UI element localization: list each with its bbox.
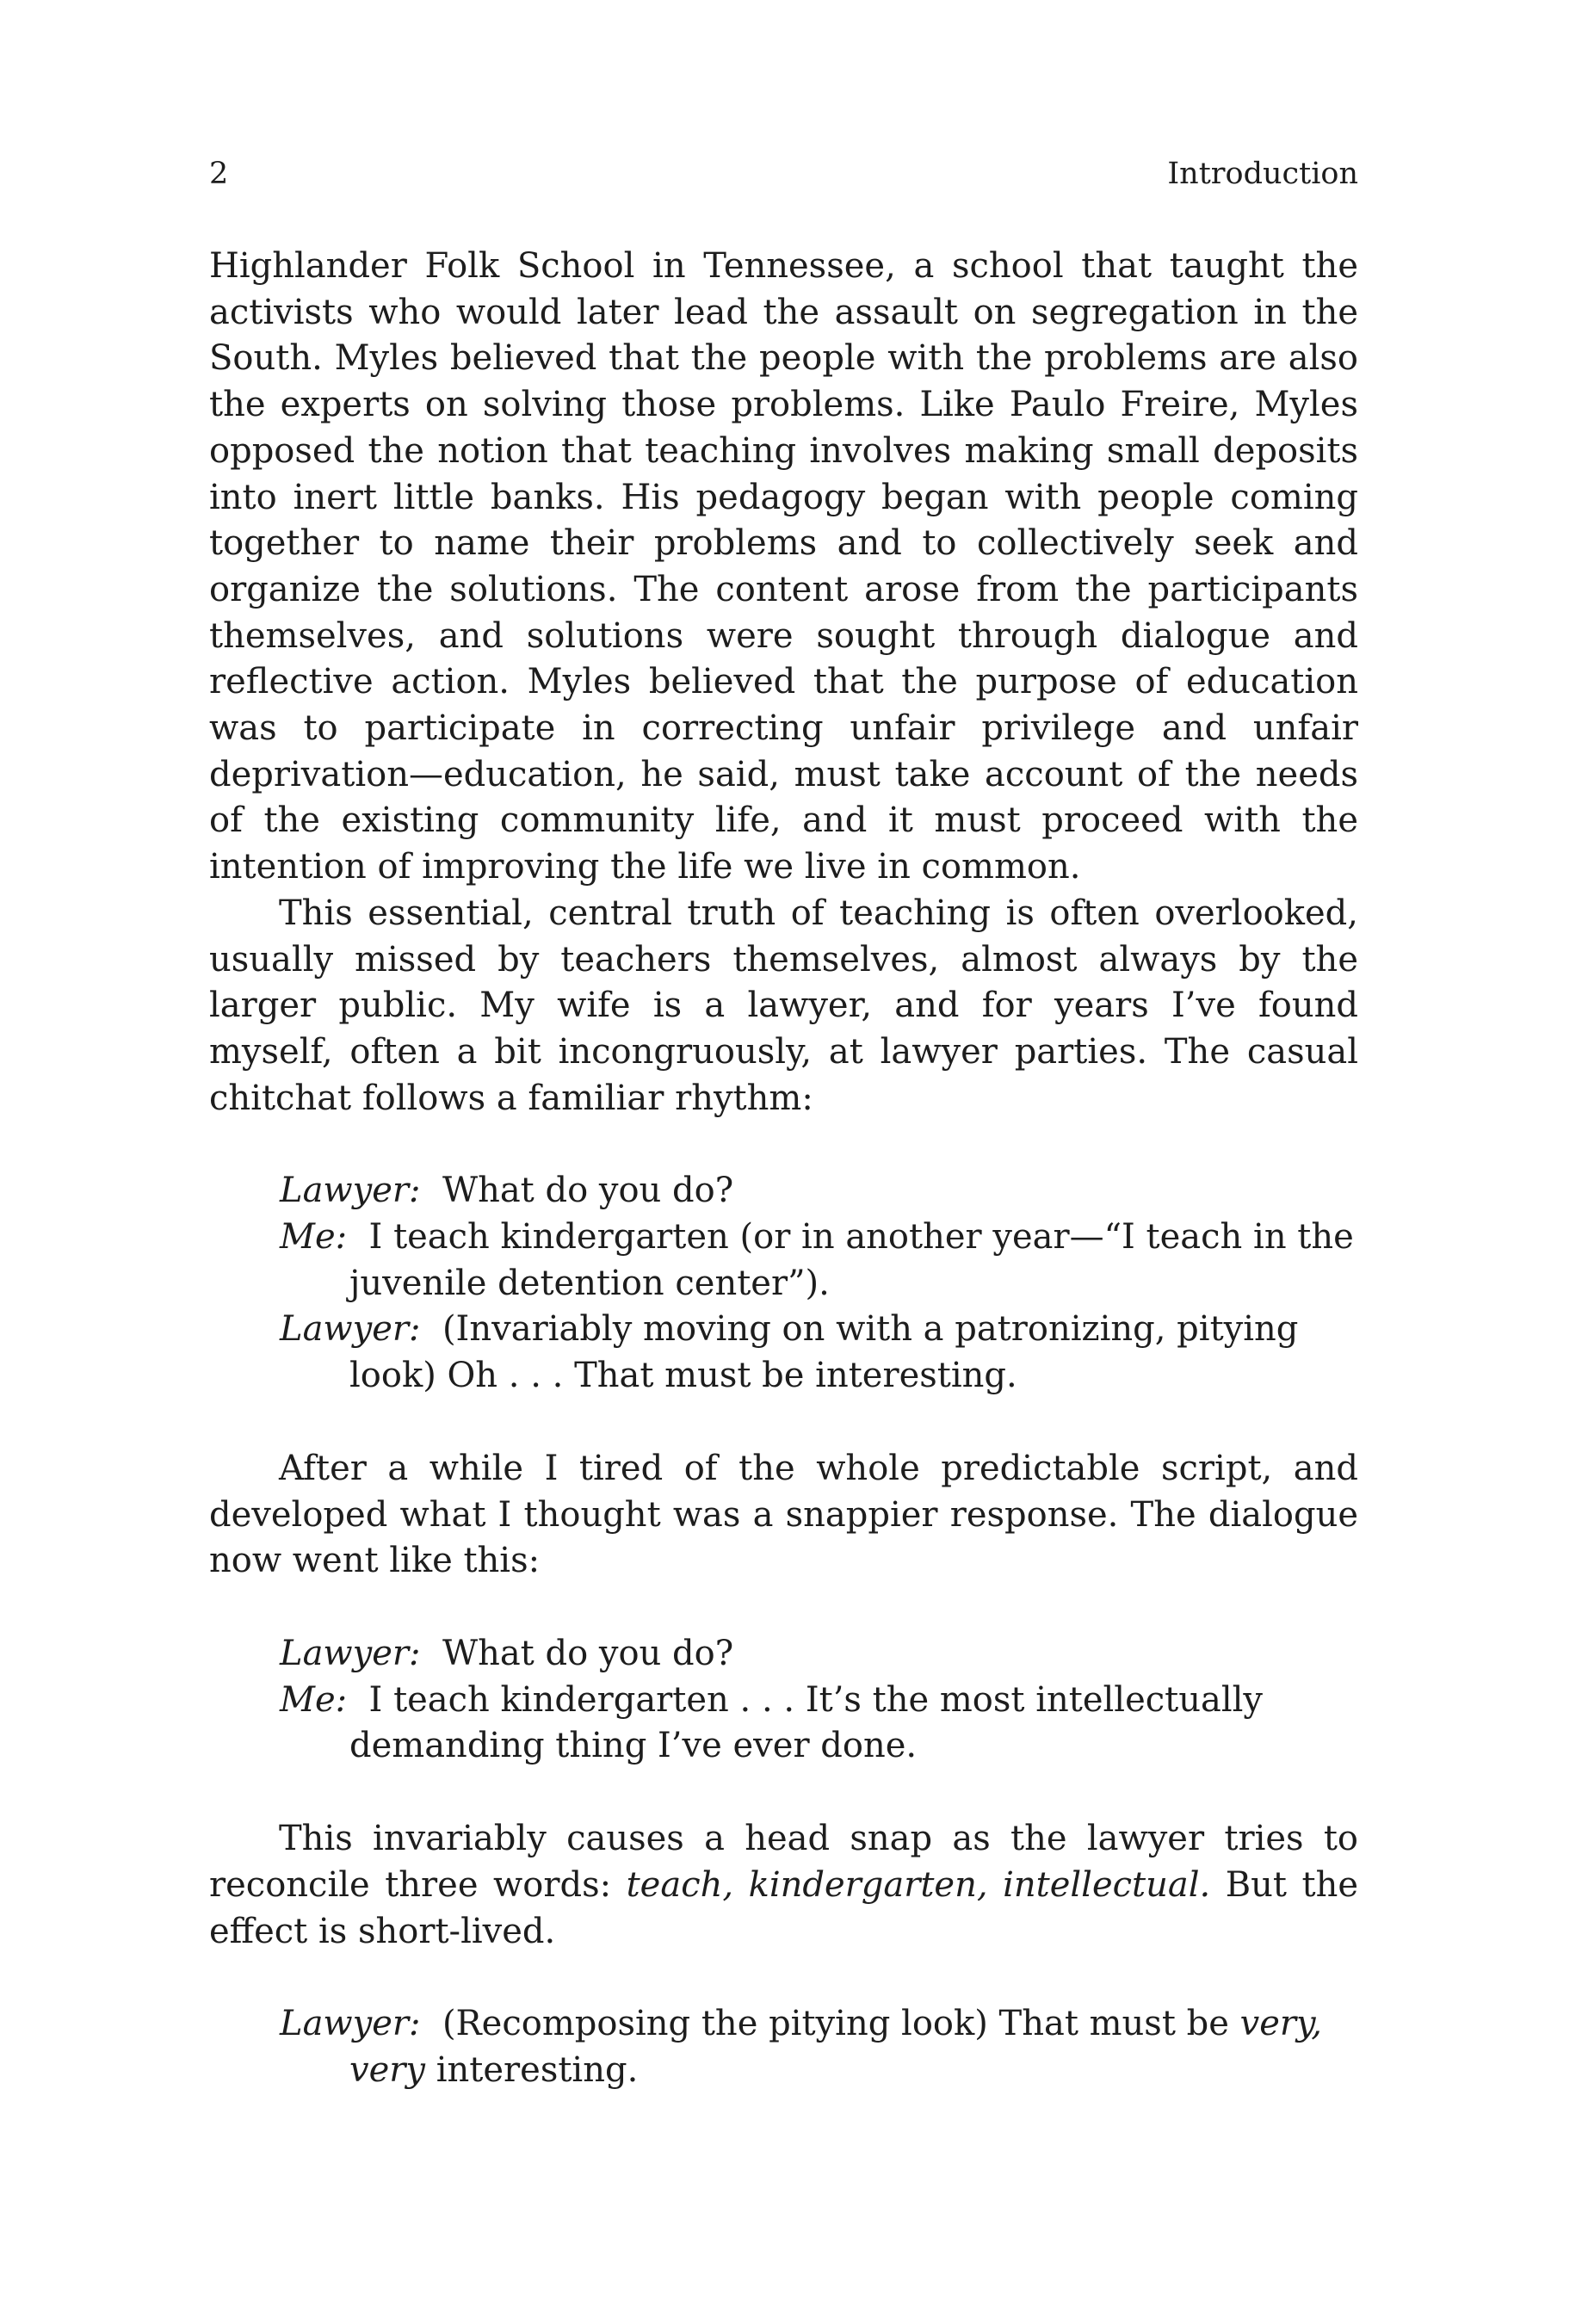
speaker-label: Me: [280,1679,348,1720]
dialogue-block-2 [209,1631,1358,1770]
speaker-label: Lawyer: [280,1171,421,1211]
dialogue-text: What do you do? [442,1633,734,1673]
paragraph-4-emphasis: teach, kindergarten, intellectual. [626,1864,1211,1905]
dialogue-block-1 [209,1168,1358,1400]
paragraph-4 [209,1816,1358,1955]
dialogue-line [209,2001,1358,2093]
dialogue-text: (Invariably moving on with a patronizing, pitying look) Oh . . . That must be interesting. [349,1309,1299,1396]
paragraph-2: This essential, central truth of teaching is often overlooked, usually missed by teachers themselves, almost always by the larger public. My wife is a lawyer, and for years I’ve found myself, often a bit incongruously, at lawyer parties. The casual chitchat follows a familiar rhythm: [209,893,1358,1118]
running-title: Introduction [1167,157,1358,191]
dialogue-block-3 [209,2001,1358,2093]
dialogue-line [209,1678,1358,1770]
dialogue-text: I teach kindergarten . . . It’s the most intellectually demanding thing I’ve ever done. [349,1679,1264,1766]
paragraph-3: After a while I tired of the whole predictable script, and developed what I thought was a snappier response. The dialogue now went like this: [209,1448,1358,1581]
dialogue-emphasis-1: very, [1239,2004,1323,2044]
dialogue-line [209,1631,1358,1678]
paragraph-1: Highlander Folk School in Tennessee, a school that taught the activists who would later lead the assault on segregation in the South. Myles believed that the people with the problems are also the experts on solving those problems. Like Paulo Freire, Myles opposed the notion that teaching involves making small deposits into inert little banks. His pedagogy began with people coming together to name their problems and to collectively seek and organize the solutions. The content arose from the participants themselves, and solutions were sought through dialogue and reflective action. Myles believed that the purpose of education was to participate in correcting unfair privilege and unfair deprivation—education, he said, must take account of the needs of the existing community life, and it must proceed with the intention of improving the life we live in common. [209,246,1358,887]
speaker-label: Lawyer: [280,2004,421,2044]
dialogue-text: What do you do? [442,1171,734,1211]
paragraph-4-start: This invariably causes a head snap as the lawyer tries to reconcile three words: [209,1819,1358,1905]
book-page [209,0,1358,2324]
dialogue-line [209,1307,1358,1399]
page-number: 2 [209,157,229,191]
speaker-label: Lawyer: [280,1309,421,1350]
speaker-label: Lawyer: [280,1633,421,1673]
speaker-label: Me: [280,1217,348,1258]
body-text [209,244,1358,2141]
dialogue-line [209,1215,1358,1307]
dialogue-line [209,1168,1358,1215]
running-head [209,153,1358,195]
dialogue-text-start: (Recomposing the pitying look) That must be [442,2004,1229,2044]
dialogue-text-end: interesting. [436,2049,639,2090]
dialogue-text: I teach kindergarten (or in another year—“I teach in the juvenile detention center”). [349,1217,1354,1303]
paragraph-4-end: But the effect is short-lived. [209,1864,1358,1951]
dialogue-emphasis-2: very [349,2049,425,2090]
